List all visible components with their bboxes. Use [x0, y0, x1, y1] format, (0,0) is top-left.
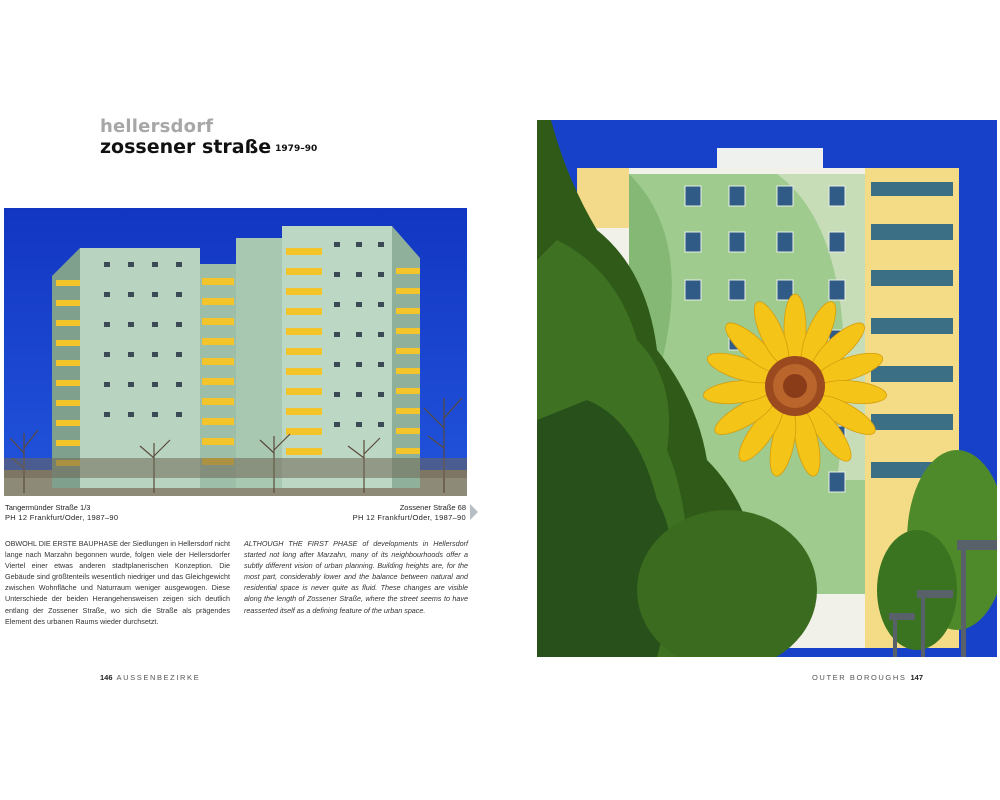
section-left: AUSSENBEZIRKE	[116, 673, 201, 682]
years-label: 1979–90	[275, 144, 318, 154]
caption-right-title: Zossener Straße 68	[399, 503, 466, 512]
body-text-german-lead: OBWOHL DIE ERSTE BAUPHASE	[5, 539, 118, 548]
body-text-german-rest: der Siedlungen in Hellersdorf nicht lange nach Marzahn begonnen wurde, folgen viele der Hellersdorfer Viertel einer etwas anderen stadtplanerischen Konzeption. Die Gebäude sind größtenteils wesentlich niedriger und das Gleichgewicht zwischen Wohnfläche und Naturraum weniger ausgewogen. Diese Unterschiede der beiden Herangehensweisen zeigen sich deutlich entlang der Zossener Straße, wo sich die Straße als prägendes Element des urbanen Raums wieder durchsetzt.	[5, 539, 231, 626]
caption-left-title: Tangermünder Straße 1/3	[5, 503, 91, 512]
page-number-left: 146	[100, 673, 113, 682]
street-title: zossener straße	[100, 136, 272, 158]
body-text-english-lead: ALTHOUGH THE FIRST PHASE	[244, 539, 358, 548]
section-right: OUTER BOROUGHS	[812, 673, 907, 682]
body-text-english-rest: of developments in Hellersdorf started not long after Marzahn, many of its neighbourhoods offer a subtly different vision of urban planning. Building heights are, for the most part, considerably lower and the balance between natural and residential space is never quite as fluid. These changes are visible along the length of Zossener Straße, where the street seems to have reasserted itself as a defining feature of the urban space.	[244, 539, 468, 615]
photo-zossener-strasse	[537, 120, 997, 657]
arrow-right-icon	[470, 504, 478, 520]
page-title	[100, 136, 317, 158]
photo-tangermuender-strasse	[4, 208, 467, 496]
caption-left	[5, 503, 118, 523]
page-number-right: 147	[910, 673, 924, 682]
caption-left-meta: PH 12 Frankfurt/Oder, 1987–90	[5, 513, 119, 522]
district-heading: hellersdorf	[100, 116, 214, 137]
footer-left	[96, 673, 200, 682]
body-text-english	[244, 538, 468, 616]
footer-right	[812, 673, 927, 682]
caption-right	[353, 503, 466, 523]
body-text-german	[5, 538, 230, 627]
caption-right-meta: PH 12 Frankfurt/Oder, 1987–90	[352, 513, 466, 522]
